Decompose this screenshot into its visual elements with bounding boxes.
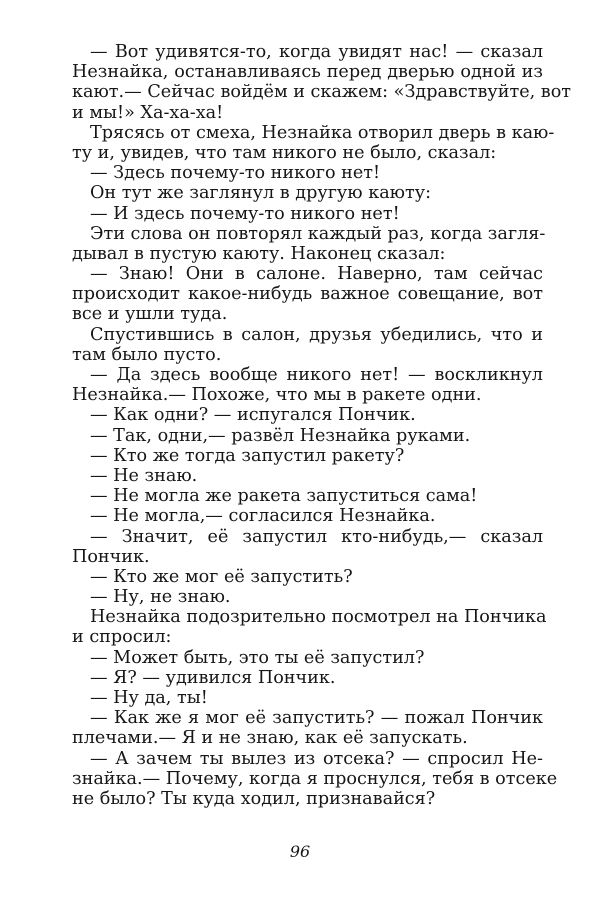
text-line: — Знаю! Они в салоне. Наверно, там сейчас bbox=[90, 264, 543, 285]
text-line: — Я? — удивился Пончик. bbox=[90, 667, 336, 688]
text-line: — Значит, её запустил кто-нибудь,— сказал bbox=[90, 526, 543, 547]
text-line: Незнайка, останавливаясь перед дверью одной из bbox=[72, 62, 543, 83]
text-line: Незнайка.— Похоже, что мы в ракете одни. bbox=[72, 385, 482, 406]
text-line: — Может быть, это ты её запустил? bbox=[90, 647, 425, 668]
text-line: Пончик. bbox=[72, 546, 150, 567]
text-line: не было? Ты куда ходил, признавайся? bbox=[72, 788, 436, 809]
text-line: — Ну, не знаю. bbox=[90, 587, 231, 608]
text-line: ту и, увидев, что там никого не было, сказал: bbox=[72, 142, 497, 163]
text-line: — Не могла,— согласился Незнайка. bbox=[90, 506, 436, 527]
text-line: — Вот удивятся-то, когда увидят нас! — сказал bbox=[90, 42, 543, 62]
text-line: происходит какое-нибудь важное совещание, вот bbox=[72, 284, 543, 305]
text-line: — А зачем ты вылез из отсека? — спросил Не- bbox=[90, 748, 543, 769]
text-line: и мы!» Ха-ха-ха! bbox=[72, 102, 224, 123]
text-line: Спустившись в салон, друзья убедились, что и bbox=[90, 324, 543, 345]
text-line: и спросил: bbox=[72, 627, 172, 648]
text-line: Эти слова он повторял каждый раз, когда загля- bbox=[90, 223, 546, 244]
body-text bbox=[72, 42, 572, 809]
text-line: все и ушли туда. bbox=[72, 304, 228, 325]
text-line: — Как одни? — испугался Пончик. bbox=[90, 405, 416, 426]
text-line: дывал в пустую каюту. Наконец сказал: bbox=[72, 243, 446, 264]
text-line: — Кто же тогда запустил ракету? bbox=[90, 445, 405, 466]
text-line: — Так, одни,— развёл Незнайка руками. bbox=[90, 425, 471, 446]
text-line: Незнайка подозрительно посмотрел на Пончика bbox=[90, 607, 547, 628]
text-line: — И здесь почему-то никого нет! bbox=[90, 203, 400, 224]
text-line: плечами.— Я и не знаю, как её запускать. bbox=[72, 728, 468, 749]
text-line: — Не знаю. bbox=[90, 465, 198, 486]
text-line: — Не могла же ракета запуститься сама! bbox=[90, 486, 478, 507]
text-line: знайка.— Почему, когда я проснулся, тебя в отсеке bbox=[72, 768, 558, 789]
text-line: там было пусто. bbox=[72, 344, 222, 365]
text-line: — Ну да, ты! bbox=[90, 688, 208, 708]
text-line: кают.— Сейчас войдём и скажем: «Здравствуйте, вот bbox=[72, 82, 572, 103]
text-line: Трясясь от смеха, Незнайка отворил дверь в каю- bbox=[90, 122, 555, 143]
page-number: 96 bbox=[289, 842, 311, 861]
text-line: — Кто же мог её запустить? bbox=[90, 566, 353, 587]
text-line: — Как же я мог её запустить? — пожал Пончик bbox=[90, 708, 543, 729]
text-line: — Здесь почему-то никого нет! bbox=[90, 163, 381, 184]
text-line: Он тут же заглянул в другую каюту: bbox=[90, 183, 432, 204]
text-line: — Да здесь вообще никого нет! — воскликнул bbox=[90, 365, 543, 385]
